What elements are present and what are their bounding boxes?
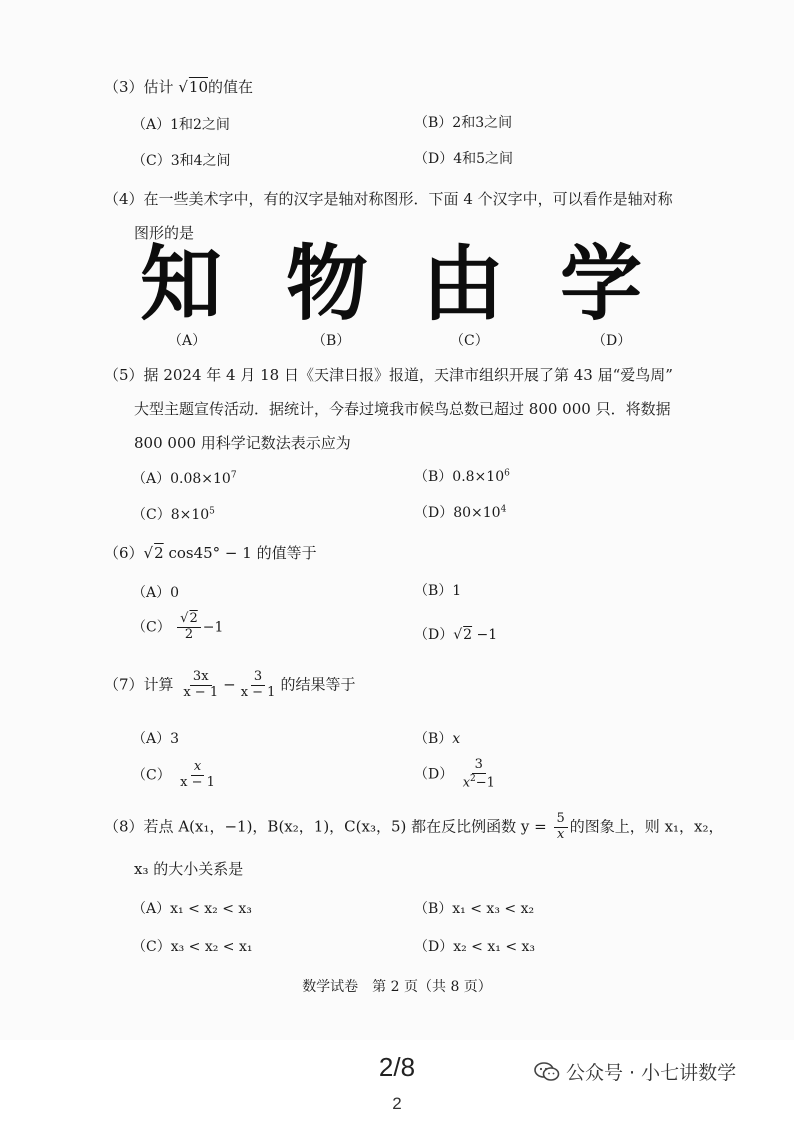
sqrt-symbol: √2 xyxy=(143,544,164,562)
question-5-stem-line2: 大型主题宣传活动．据统计，今春过境我市候鸟总数已超过 800 000 只．将数据 xyxy=(134,400,671,418)
stem-text: 据 2024 年 4 月 18 日《天津日报》报道，天津市组织开展了第 43 届“爱鸟周” xyxy=(143,366,673,384)
numerator: 3x xyxy=(190,670,212,686)
option-value: 80×10 xyxy=(453,505,501,521)
q8-option-d: （D）x₂ < x₁ < x₃ xyxy=(414,939,536,955)
denominator: x − 1 xyxy=(240,684,276,700)
radicand: 10 xyxy=(188,78,208,96)
q5-option-a xyxy=(132,468,237,488)
question-number: （4） xyxy=(104,190,144,208)
q3-option-c: （C）3和4之间 xyxy=(132,153,231,169)
question-7-stem xyxy=(104,670,355,701)
question-number: （7） xyxy=(104,675,144,694)
question-4-stem-line2: 图形的是 xyxy=(134,224,195,242)
denominator: 2 xyxy=(184,626,194,642)
denominator: x − 1 xyxy=(180,774,215,790)
char-label-a: （A） xyxy=(168,333,207,349)
option-label: （D） xyxy=(414,627,454,643)
exponent: 4 xyxy=(500,504,507,515)
fraction xyxy=(177,760,218,791)
option-label: （C） xyxy=(132,619,171,636)
sqrt-symbol: √2 xyxy=(453,627,473,643)
char-label-d: （D） xyxy=(592,333,632,349)
question-4-stem xyxy=(104,188,673,209)
stem-text: 计算 xyxy=(143,675,174,694)
option-value: 8×10 xyxy=(170,507,210,523)
option-label: （C） xyxy=(132,507,171,523)
q7-option-d xyxy=(414,758,500,791)
option-value: 0.08×10 xyxy=(170,471,231,487)
variable: x xyxy=(462,775,471,791)
q5-option-c xyxy=(132,504,215,524)
char-option-c: 由 xyxy=(422,237,505,332)
sqrt-symbol: √10 xyxy=(178,78,208,96)
exponent: 2 xyxy=(470,773,476,784)
fraction xyxy=(238,670,279,701)
exponent: 6 xyxy=(504,468,510,479)
stem-text: 若点 A(x₁，−1)，B(x₂，1)，C(x₃，5) 都在反比例函数 y = xyxy=(143,817,547,836)
q6-option-b: （B）1 xyxy=(414,583,462,599)
exponent: 7 xyxy=(230,470,237,481)
fraction xyxy=(177,612,201,643)
denominator: x xyxy=(556,826,565,842)
stem-text: 的值在 xyxy=(208,78,254,96)
option-label: （A） xyxy=(132,471,171,487)
question-6-stem xyxy=(104,542,317,563)
fraction xyxy=(554,812,568,843)
option-label: （D） xyxy=(414,766,454,783)
char-option-d: 学 xyxy=(560,237,643,332)
q7-option-b xyxy=(414,728,460,748)
fraction xyxy=(460,758,498,791)
q6-option-d xyxy=(414,624,497,644)
stem-text: 在一些美术字中，有的汉字是轴对称图形．下面 4 个汉字中，可以看作是轴对称 xyxy=(143,190,673,208)
q3-option-a: （A）1和2之间 xyxy=(132,117,230,133)
stem-text: 的图象上，则 x₁，x₂， xyxy=(569,817,724,836)
question-number: （6） xyxy=(104,544,144,562)
option-label: （D） xyxy=(414,505,454,521)
question-number: （5） xyxy=(104,366,144,384)
q8-option-c: （C）x₃ < x₂ < x₁ xyxy=(132,939,253,955)
minus-sign: − xyxy=(223,675,236,694)
option-value: 0.8×10 xyxy=(452,469,505,485)
q3-option-d: （D）4和5之间 xyxy=(414,151,514,167)
q7-option-a: （A）3 xyxy=(132,731,180,747)
wechat-icon xyxy=(534,1062,560,1082)
expression: cos45° − 1 xyxy=(168,544,252,562)
denominator xyxy=(460,774,498,791)
denominator-tail: −1 xyxy=(475,775,495,791)
numerator: √2 xyxy=(177,612,201,628)
stem-text: 估计 xyxy=(143,78,174,96)
option-label: （C） xyxy=(132,767,171,784)
option-label: （B） xyxy=(414,731,453,747)
numerator: 3 xyxy=(251,670,265,686)
denominator: x − 1 xyxy=(183,684,219,700)
q5-option-b xyxy=(414,466,510,486)
option-value: x xyxy=(452,731,461,747)
watermark-text: 公众号 · 小七讲数学 xyxy=(566,1062,737,1084)
fraction xyxy=(180,670,221,701)
option-label: （B） xyxy=(414,469,453,485)
question-3-stem xyxy=(104,76,253,97)
option-tail: −1 xyxy=(476,627,498,643)
numerator: 5 xyxy=(554,812,568,828)
exponent: 5 xyxy=(209,506,215,517)
q6-option-c xyxy=(132,612,223,643)
page-indicator: 2/8 xyxy=(378,1052,416,1082)
radicand: 2 xyxy=(463,627,473,643)
q6-option-a: （A）0 xyxy=(132,585,180,601)
q8-option-a: （A）x₁ < x₂ < x₃ xyxy=(132,901,252,917)
numerator: x xyxy=(191,760,204,776)
question-5-stem xyxy=(104,364,673,385)
stem-text: 的值等于 xyxy=(256,544,317,562)
numerator: 3 xyxy=(472,758,486,774)
radicand: 2 xyxy=(154,544,164,562)
question-8-stem xyxy=(104,812,724,843)
question-5-stem-line3: 800 000 用科学记数法表示应为 xyxy=(134,434,351,452)
question-8-stem-line2: x₃ 的大小关系是 xyxy=(134,860,244,878)
char-option-a: 知 xyxy=(140,237,223,332)
q7-option-c xyxy=(132,760,220,791)
q5-option-d xyxy=(414,502,506,522)
page-number: 2 xyxy=(392,1094,402,1113)
stem-text: 的结果等于 xyxy=(280,675,356,694)
q3-option-b: （B）2和3之间 xyxy=(414,115,513,131)
watermark xyxy=(534,1058,736,1085)
question-number: （3） xyxy=(104,78,144,96)
char-option-b: 物 xyxy=(286,237,369,332)
page-footer: 数学试卷 第 2 页（共 8 页） xyxy=(302,979,492,995)
char-label-b: （B） xyxy=(312,333,351,349)
char-label-c: （C） xyxy=(450,333,489,349)
radicand: 2 xyxy=(189,611,198,626)
option-tail: −1 xyxy=(202,619,224,636)
q8-option-b: （B）x₁ < x₃ < x₂ xyxy=(414,901,535,917)
question-number: （8） xyxy=(104,817,144,836)
